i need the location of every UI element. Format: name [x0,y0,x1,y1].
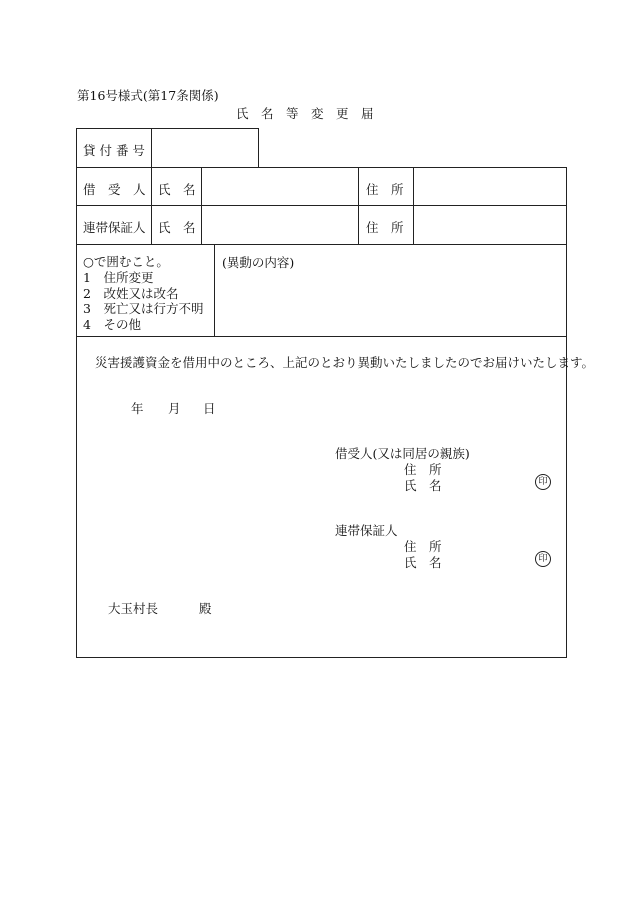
declaration-text: 災害援護資金を借用中のところ、上記のとおり異動いたしましたのでお届けいたします。 [95,355,595,370]
borrower-label: 借 受 人 [83,182,146,197]
guarantor-signatory-address-label: 住 所 [404,539,442,554]
option-item[interactable]: 1 住所変更 [83,270,154,285]
guarantor-address-field[interactable] [414,206,565,243]
seal-icon: 印 [535,551,551,567]
addressee: 大玉村長 [108,601,159,616]
borrower-name-field[interactable] [202,168,357,204]
loan-number-label: 貸 付 番 号 [83,143,145,158]
change-details-label: (異動の内容) [222,255,295,270]
guarantor-signatory-name-label: 氏 名 [404,555,442,570]
guarantor-name-label: 氏 名 [158,220,196,235]
borrower-signatory-address-label: 住 所 [404,462,442,477]
options-heading: ○で囲むこと。 [83,254,169,269]
guarantor-address-label: 住 所 [366,220,404,235]
guarantor-label: 連帯保証人 [83,220,146,235]
borrower-signatory-title: 借受人(又は同居の親族) [335,446,470,461]
borrower-name-label: 氏 名 [158,182,196,197]
form-number: 第16号様式(第17条関係) [77,88,219,103]
borrower-address-field[interactable] [414,168,565,204]
option-item[interactable]: 3 死亡又は行方不明 [83,301,204,316]
seal-icon: 印 [535,474,551,490]
guarantor-signatory-title: 連帯保証人 [335,523,398,538]
option-item[interactable]: 2 改姓又は改名 [83,286,179,301]
guarantor-name-field[interactable] [202,206,357,243]
honorific: 殿 [199,601,212,616]
option-item[interactable]: 4 その他 [83,317,141,332]
change-details-field[interactable] [215,270,565,334]
date-month: 月 [168,401,181,416]
borrower-signatory-name-label: 氏 名 [404,478,442,493]
borrower-address-label: 住 所 [366,182,404,197]
loan-number-field[interactable] [152,129,257,166]
form-title: 氏 名 等 変 更 届 [236,106,374,121]
date-year: 年 [131,401,144,416]
date-day: 日 [203,401,216,416]
